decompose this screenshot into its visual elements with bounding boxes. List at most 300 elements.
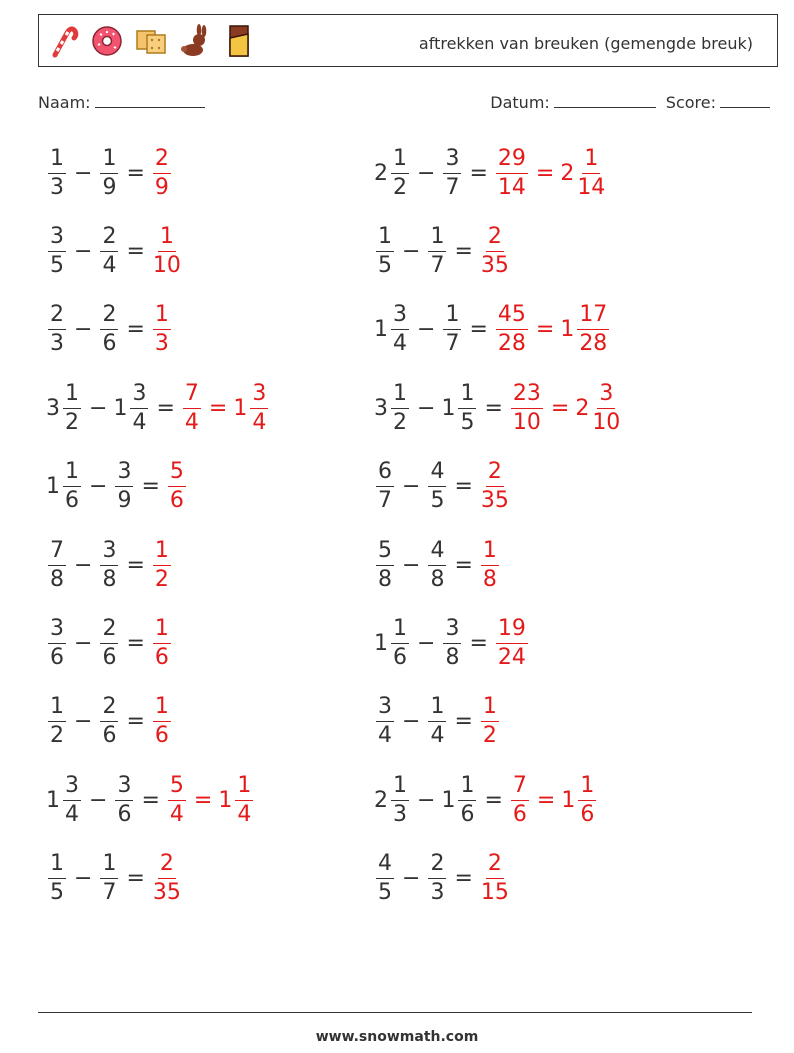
minuend-fraction	[63, 461, 81, 512]
answer-numerator: 1	[481, 540, 499, 566]
equals-sign: =	[454, 552, 473, 578]
minuend-denominator: 7	[378, 488, 392, 514]
equals-sign: =	[484, 787, 503, 813]
minuend-denominator: 4	[65, 801, 79, 827]
answer	[166, 461, 188, 512]
biscuit-icon	[135, 23, 167, 59]
equals-sign-answer: =	[550, 395, 570, 421]
minuend-numerator: 1	[391, 775, 409, 801]
minuend	[374, 772, 411, 827]
subtrahend-fraction	[100, 853, 118, 904]
answer-mixed	[560, 304, 611, 355]
problem-1	[46, 141, 173, 205]
answer-mixed-numerator: 1	[578, 775, 596, 801]
minuend-numerator: 1	[391, 383, 409, 409]
minuend	[374, 537, 396, 592]
subtrahend-numerator: 1	[458, 775, 476, 801]
equals-sign-answer: =	[535, 317, 555, 343]
equals-sign: =	[484, 395, 503, 421]
answer	[479, 537, 501, 592]
answer-numerator: 1	[153, 304, 171, 330]
problem-7	[46, 376, 270, 440]
problem-19	[46, 847, 183, 911]
answer	[151, 615, 173, 670]
subtrahend-numerator: 2	[428, 853, 446, 879]
minuend-fraction	[391, 380, 409, 435]
problem-11	[46, 533, 173, 597]
answer-numerator: 2	[158, 853, 176, 879]
minuend-numerator: 3	[48, 226, 66, 252]
subtrahend-fraction	[100, 537, 118, 592]
minuend-denominator: 5	[378, 252, 392, 278]
answer-fraction	[168, 772, 186, 827]
minuend-fraction	[48, 537, 66, 592]
header-box	[38, 14, 778, 67]
answer-mixed-whole: 2	[560, 160, 575, 186]
minuend-whole: 3	[46, 395, 60, 421]
footer-divider	[38, 1012, 752, 1013]
chocolate-bunny-icon	[179, 23, 211, 59]
date-score-fields	[490, 93, 770, 112]
minuend	[46, 696, 68, 747]
minuend	[374, 696, 396, 747]
subtrahend-fraction	[443, 304, 461, 355]
subtrahend-denominator: 9	[102, 174, 117, 200]
answer-denominator: 3	[154, 331, 169, 357]
subtrahend	[98, 537, 120, 592]
equals-sign: =	[454, 238, 473, 264]
answer-fraction	[153, 145, 171, 200]
answer-mixed-whole: 1	[218, 787, 233, 813]
problem-17	[46, 768, 255, 832]
answer-numerator: 7	[511, 775, 529, 801]
subtrahend	[441, 772, 478, 827]
date-blank[interactable]	[554, 93, 656, 108]
minuend-whole: 1	[374, 317, 388, 343]
answer-mixed-whole: 1	[233, 395, 248, 421]
subtrahend-denominator: 5	[460, 409, 475, 435]
minuend-whole: 1	[46, 787, 60, 813]
score-label: Score:	[665, 93, 716, 112]
minuend-denominator: 3	[50, 174, 64, 200]
problem-18	[374, 768, 598, 832]
subtrahend	[113, 772, 135, 827]
subtrahend-denominator: 7	[445, 331, 460, 357]
subtrahend-fraction	[443, 615, 461, 670]
minuend	[374, 304, 411, 355]
subtrahend-denominator: 6	[102, 723, 117, 749]
minus-sign: −	[417, 787, 436, 813]
subtrahend-numerator: 2	[100, 618, 118, 644]
minuend	[46, 772, 83, 827]
worksheet-title: aftrekken van breuken (gemengde breuk)	[418, 34, 753, 53]
answer-fraction	[481, 461, 509, 512]
problem-12	[374, 533, 501, 597]
minuend-numerator: 5	[376, 540, 394, 566]
answer-numerator: 1	[481, 696, 499, 722]
chocolate-bar-icon	[223, 23, 255, 59]
answer-numerator: 2	[486, 226, 504, 252]
answer-fraction	[168, 461, 186, 512]
answer-numerator: 7	[183, 383, 201, 409]
subtrahend	[113, 380, 150, 435]
minus-sign: −	[417, 630, 436, 656]
answer-mixed-whole: 1	[560, 317, 575, 343]
minus-sign: −	[74, 552, 93, 578]
subtrahend-numerator: 1	[443, 304, 461, 330]
answer-numerator: 1	[153, 618, 171, 644]
answer-denominator: 35	[480, 252, 509, 278]
subtrahend-fraction	[130, 380, 148, 435]
answer-fraction	[153, 853, 181, 904]
answer-mixed-numerator: 1	[235, 775, 253, 801]
subtrahend-whole: 1	[441, 395, 456, 421]
donut-icon	[91, 23, 123, 59]
answer	[509, 772, 531, 827]
answer-mixed-fraction	[578, 772, 596, 827]
minuend-fraction	[48, 223, 66, 278]
subtrahend-denominator: 5	[430, 488, 445, 514]
minuend-fraction	[376, 461, 394, 512]
minuend	[46, 461, 83, 512]
answer	[494, 145, 530, 200]
answer-numerator: 29	[496, 148, 528, 174]
answer-mixed	[218, 772, 255, 827]
minuend-whole: 2	[374, 787, 388, 813]
footer-url: www.snowmath.com	[315, 1029, 479, 1045]
subtrahend-fraction	[428, 537, 446, 592]
answer-denominator: 6	[154, 723, 169, 749]
subtrahend-numerator: 1	[458, 383, 476, 409]
answer-denominator: 15	[480, 880, 509, 906]
minuend-denominator: 6	[393, 644, 407, 670]
answer	[166, 772, 188, 827]
subtrahend	[426, 223, 448, 278]
problem-4	[374, 219, 511, 283]
answer-denominator: 6	[154, 644, 169, 670]
subtrahend-numerator: 1	[428, 696, 446, 722]
subtrahend-numerator: 1	[428, 226, 446, 252]
minuend-numerator: 1	[391, 618, 409, 644]
equals-sign-answer: =	[208, 395, 228, 421]
answer	[151, 853, 183, 904]
minuend-numerator: 1	[391, 148, 409, 174]
minus-sign: −	[74, 866, 93, 892]
answer-denominator: 2	[482, 723, 497, 749]
minuend	[374, 145, 411, 200]
subtrahend	[98, 853, 120, 904]
problem-8	[374, 376, 622, 440]
answer-numerator: 23	[511, 383, 543, 409]
equals-sign: =	[469, 160, 488, 186]
minuend-numerator: 1	[63, 383, 81, 409]
equals-sign: =	[126, 866, 145, 892]
subtrahend	[441, 615, 463, 670]
minuend	[46, 615, 68, 670]
minuend	[374, 380, 411, 435]
answer-mixed-numerator: 1	[582, 148, 600, 174]
subtrahend-fraction	[458, 380, 476, 435]
subtrahend	[98, 696, 120, 747]
answer-mixed-numerator: 3	[250, 383, 268, 409]
minuend-fraction	[376, 696, 394, 747]
subtrahend-numerator: 2	[100, 304, 118, 330]
equals-sign: =	[126, 709, 145, 735]
answer-mixed-denominator: 10	[592, 409, 621, 435]
problem-14	[374, 611, 530, 675]
minus-sign: −	[402, 474, 421, 500]
minuend-denominator: 2	[50, 723, 64, 749]
answer-denominator: 9	[154, 174, 169, 200]
subtrahend-denominator: 3	[430, 880, 445, 906]
answer-mixed-denominator: 4	[237, 801, 252, 827]
equals-sign: =	[126, 552, 145, 578]
answer-fraction	[153, 537, 171, 592]
problem-15	[46, 690, 173, 754]
equals-sign: =	[126, 317, 145, 343]
minuend-denominator: 4	[378, 723, 392, 749]
minus-sign: −	[402, 866, 421, 892]
minuend-numerator: 1	[48, 696, 66, 722]
subtrahend	[98, 223, 120, 278]
answer-numerator: 45	[496, 304, 528, 330]
subtrahend-numerator: 3	[130, 383, 148, 409]
subtrahend-denominator: 8	[445, 644, 460, 670]
equals-sign: =	[141, 787, 160, 813]
date-label: Datum:	[490, 93, 550, 112]
answer	[479, 223, 511, 278]
equals-sign: =	[454, 474, 473, 500]
minuend-denominator: 4	[393, 331, 407, 357]
subtrahend-fraction	[428, 853, 446, 904]
equals-sign: =	[126, 630, 145, 656]
answer	[151, 223, 183, 278]
subtrahend-fraction	[100, 145, 118, 200]
minuend-numerator: 6	[376, 461, 394, 487]
answer-mixed	[575, 380, 622, 435]
problem-5	[46, 298, 173, 362]
subtrahend-numerator: 2	[100, 226, 118, 252]
subtrahend-fraction	[100, 615, 118, 670]
minuend-fraction	[376, 223, 394, 278]
minuend-whole: 1	[374, 630, 388, 656]
minuend-denominator: 6	[65, 488, 79, 514]
answer-numerator: 1	[153, 696, 171, 722]
answer	[479, 696, 501, 747]
problem-3	[46, 219, 183, 283]
minuend-fraction	[48, 696, 66, 747]
equals-sign: =	[126, 160, 145, 186]
subtrahend-numerator: 3	[115, 775, 133, 801]
answer	[151, 145, 173, 200]
subtrahend-numerator: 4	[428, 540, 446, 566]
answer-denominator: 10	[512, 409, 541, 435]
minuend-numerator: 1	[48, 853, 66, 879]
answer-mixed	[560, 145, 607, 200]
answer-fraction	[481, 537, 499, 592]
subtrahend-numerator: 3	[443, 148, 461, 174]
answer-numerator: 2	[486, 461, 504, 487]
minuend-numerator: 3	[391, 304, 409, 330]
minuend-fraction	[63, 772, 81, 827]
subtrahend-fraction	[428, 223, 446, 278]
score-blank[interactable]	[720, 93, 770, 108]
subtrahend-denominator: 9	[117, 488, 132, 514]
answer-numerator: 5	[168, 461, 186, 487]
minuend-numerator: 3	[63, 775, 81, 801]
minuend	[46, 380, 83, 435]
minuend	[46, 853, 68, 904]
candy-cane-icon	[47, 23, 79, 59]
answer-mixed	[233, 380, 270, 435]
minuend-numerator: 2	[48, 304, 66, 330]
subtrahend-numerator: 1	[100, 148, 118, 174]
answer-mixed-fraction	[250, 380, 268, 435]
subtrahend	[426, 537, 448, 592]
subtrahend-denominator: 8	[102, 566, 117, 592]
answer-numerator: 1	[158, 226, 176, 252]
minuend	[374, 223, 396, 278]
answer-denominator: 24	[497, 644, 526, 670]
subtrahend-denominator: 6	[117, 801, 132, 827]
minuend-numerator: 7	[48, 540, 66, 566]
answer-fraction	[152, 223, 181, 278]
minuend-numerator: 3	[48, 618, 66, 644]
answer-denominator: 14	[497, 174, 526, 200]
subtrahend-denominator: 4	[430, 723, 445, 749]
name-label: Naam:	[38, 93, 91, 112]
answer-denominator: 8	[482, 566, 497, 592]
minuend-numerator: 1	[48, 148, 66, 174]
equals-sign: =	[454, 866, 473, 892]
answer-mixed	[561, 772, 598, 827]
minuend-numerator: 1	[376, 226, 394, 252]
subtrahend-denominator: 6	[460, 801, 475, 827]
minuend-numerator: 4	[376, 853, 394, 879]
subtrahend-fraction	[100, 696, 118, 747]
minus-sign: −	[74, 630, 93, 656]
answer-fraction	[153, 304, 171, 355]
minus-sign: −	[74, 709, 93, 735]
subtrahend-fraction	[115, 772, 133, 827]
answer-denominator: 35	[480, 488, 509, 514]
equals-sign-answer: =	[535, 160, 555, 186]
minus-sign: −	[402, 238, 421, 264]
equals-sign: =	[469, 317, 488, 343]
answer-fraction	[511, 772, 529, 827]
answer-denominator: 6	[169, 488, 184, 514]
answer	[151, 304, 173, 355]
subtrahend-fraction	[100, 223, 118, 278]
answer	[509, 380, 545, 435]
answer-denominator: 10	[152, 252, 181, 278]
minuend	[46, 145, 68, 200]
minus-sign: −	[89, 474, 108, 500]
subtrahend-denominator: 7	[430, 252, 445, 278]
answer-fraction	[153, 615, 171, 670]
subtrahend	[98, 145, 120, 200]
subtrahend	[426, 461, 448, 512]
minuend-denominator: 2	[393, 409, 407, 435]
minuend	[46, 537, 68, 592]
subtrahend-fraction	[428, 696, 446, 747]
subtrahend-fraction	[100, 304, 118, 355]
equals-sign-answer: =	[536, 787, 556, 813]
subtrahend-fraction	[458, 772, 476, 827]
minuend-fraction	[376, 853, 394, 904]
name-blank[interactable]	[95, 93, 205, 108]
subtrahend	[98, 615, 120, 670]
subtrahend	[441, 145, 463, 200]
minuend-denominator: 3	[393, 801, 407, 827]
subtrahend-whole: 1	[113, 395, 128, 421]
minuend-fraction	[391, 304, 409, 355]
minus-sign: −	[74, 160, 93, 186]
subtrahend-numerator: 1	[100, 853, 118, 879]
subtrahend-denominator: 7	[102, 880, 117, 906]
minuend-fraction	[63, 380, 81, 435]
minuend-numerator: 1	[63, 461, 81, 487]
subtrahend	[441, 304, 463, 355]
subtrahend-fraction	[115, 461, 133, 512]
minus-sign: −	[417, 395, 436, 421]
minuend-whole: 3	[374, 395, 388, 421]
answer-fraction	[511, 380, 543, 435]
problem-10	[374, 455, 511, 519]
minuend-denominator: 8	[50, 566, 64, 592]
problem-9	[46, 455, 188, 519]
minuend-fraction	[376, 537, 394, 592]
minuend	[374, 853, 396, 904]
minuend-fraction	[48, 853, 66, 904]
answer	[494, 304, 530, 355]
answer-denominator: 4	[184, 409, 199, 435]
answer-mixed-whole: 1	[561, 787, 576, 813]
answer-mixed-numerator: 17	[577, 304, 609, 330]
answer	[479, 461, 511, 512]
minuend-denominator: 2	[65, 409, 79, 435]
subtrahend	[98, 304, 120, 355]
minuend-fraction	[48, 304, 66, 355]
answer-fraction	[481, 853, 509, 904]
subtrahend	[441, 380, 478, 435]
subtrahend-numerator: 3	[443, 618, 461, 644]
answer-fraction	[153, 696, 171, 747]
problem-13	[46, 611, 173, 675]
equals-sign: =	[156, 395, 175, 421]
subtrahend-denominator: 6	[102, 331, 117, 357]
minuend-denominator: 3	[50, 331, 64, 357]
answer-fraction	[480, 223, 509, 278]
minus-sign: −	[402, 709, 421, 735]
answer-numerator: 19	[496, 618, 528, 644]
subtrahend-denominator: 7	[445, 174, 460, 200]
minuend	[46, 223, 68, 278]
subtrahend	[426, 696, 448, 747]
subtrahend-fraction	[428, 461, 446, 512]
answer-mixed-denominator: 4	[252, 409, 267, 435]
minuend-whole: 1	[46, 474, 60, 500]
minuend-denominator: 2	[393, 174, 407, 200]
minus-sign: −	[89, 787, 108, 813]
minuend	[46, 304, 68, 355]
answer	[151, 537, 173, 592]
minuend-denominator: 6	[50, 644, 64, 670]
problem-20	[374, 847, 511, 911]
answer-fraction	[183, 380, 201, 435]
subtrahend	[426, 853, 448, 904]
answer-denominator: 6	[512, 801, 527, 827]
